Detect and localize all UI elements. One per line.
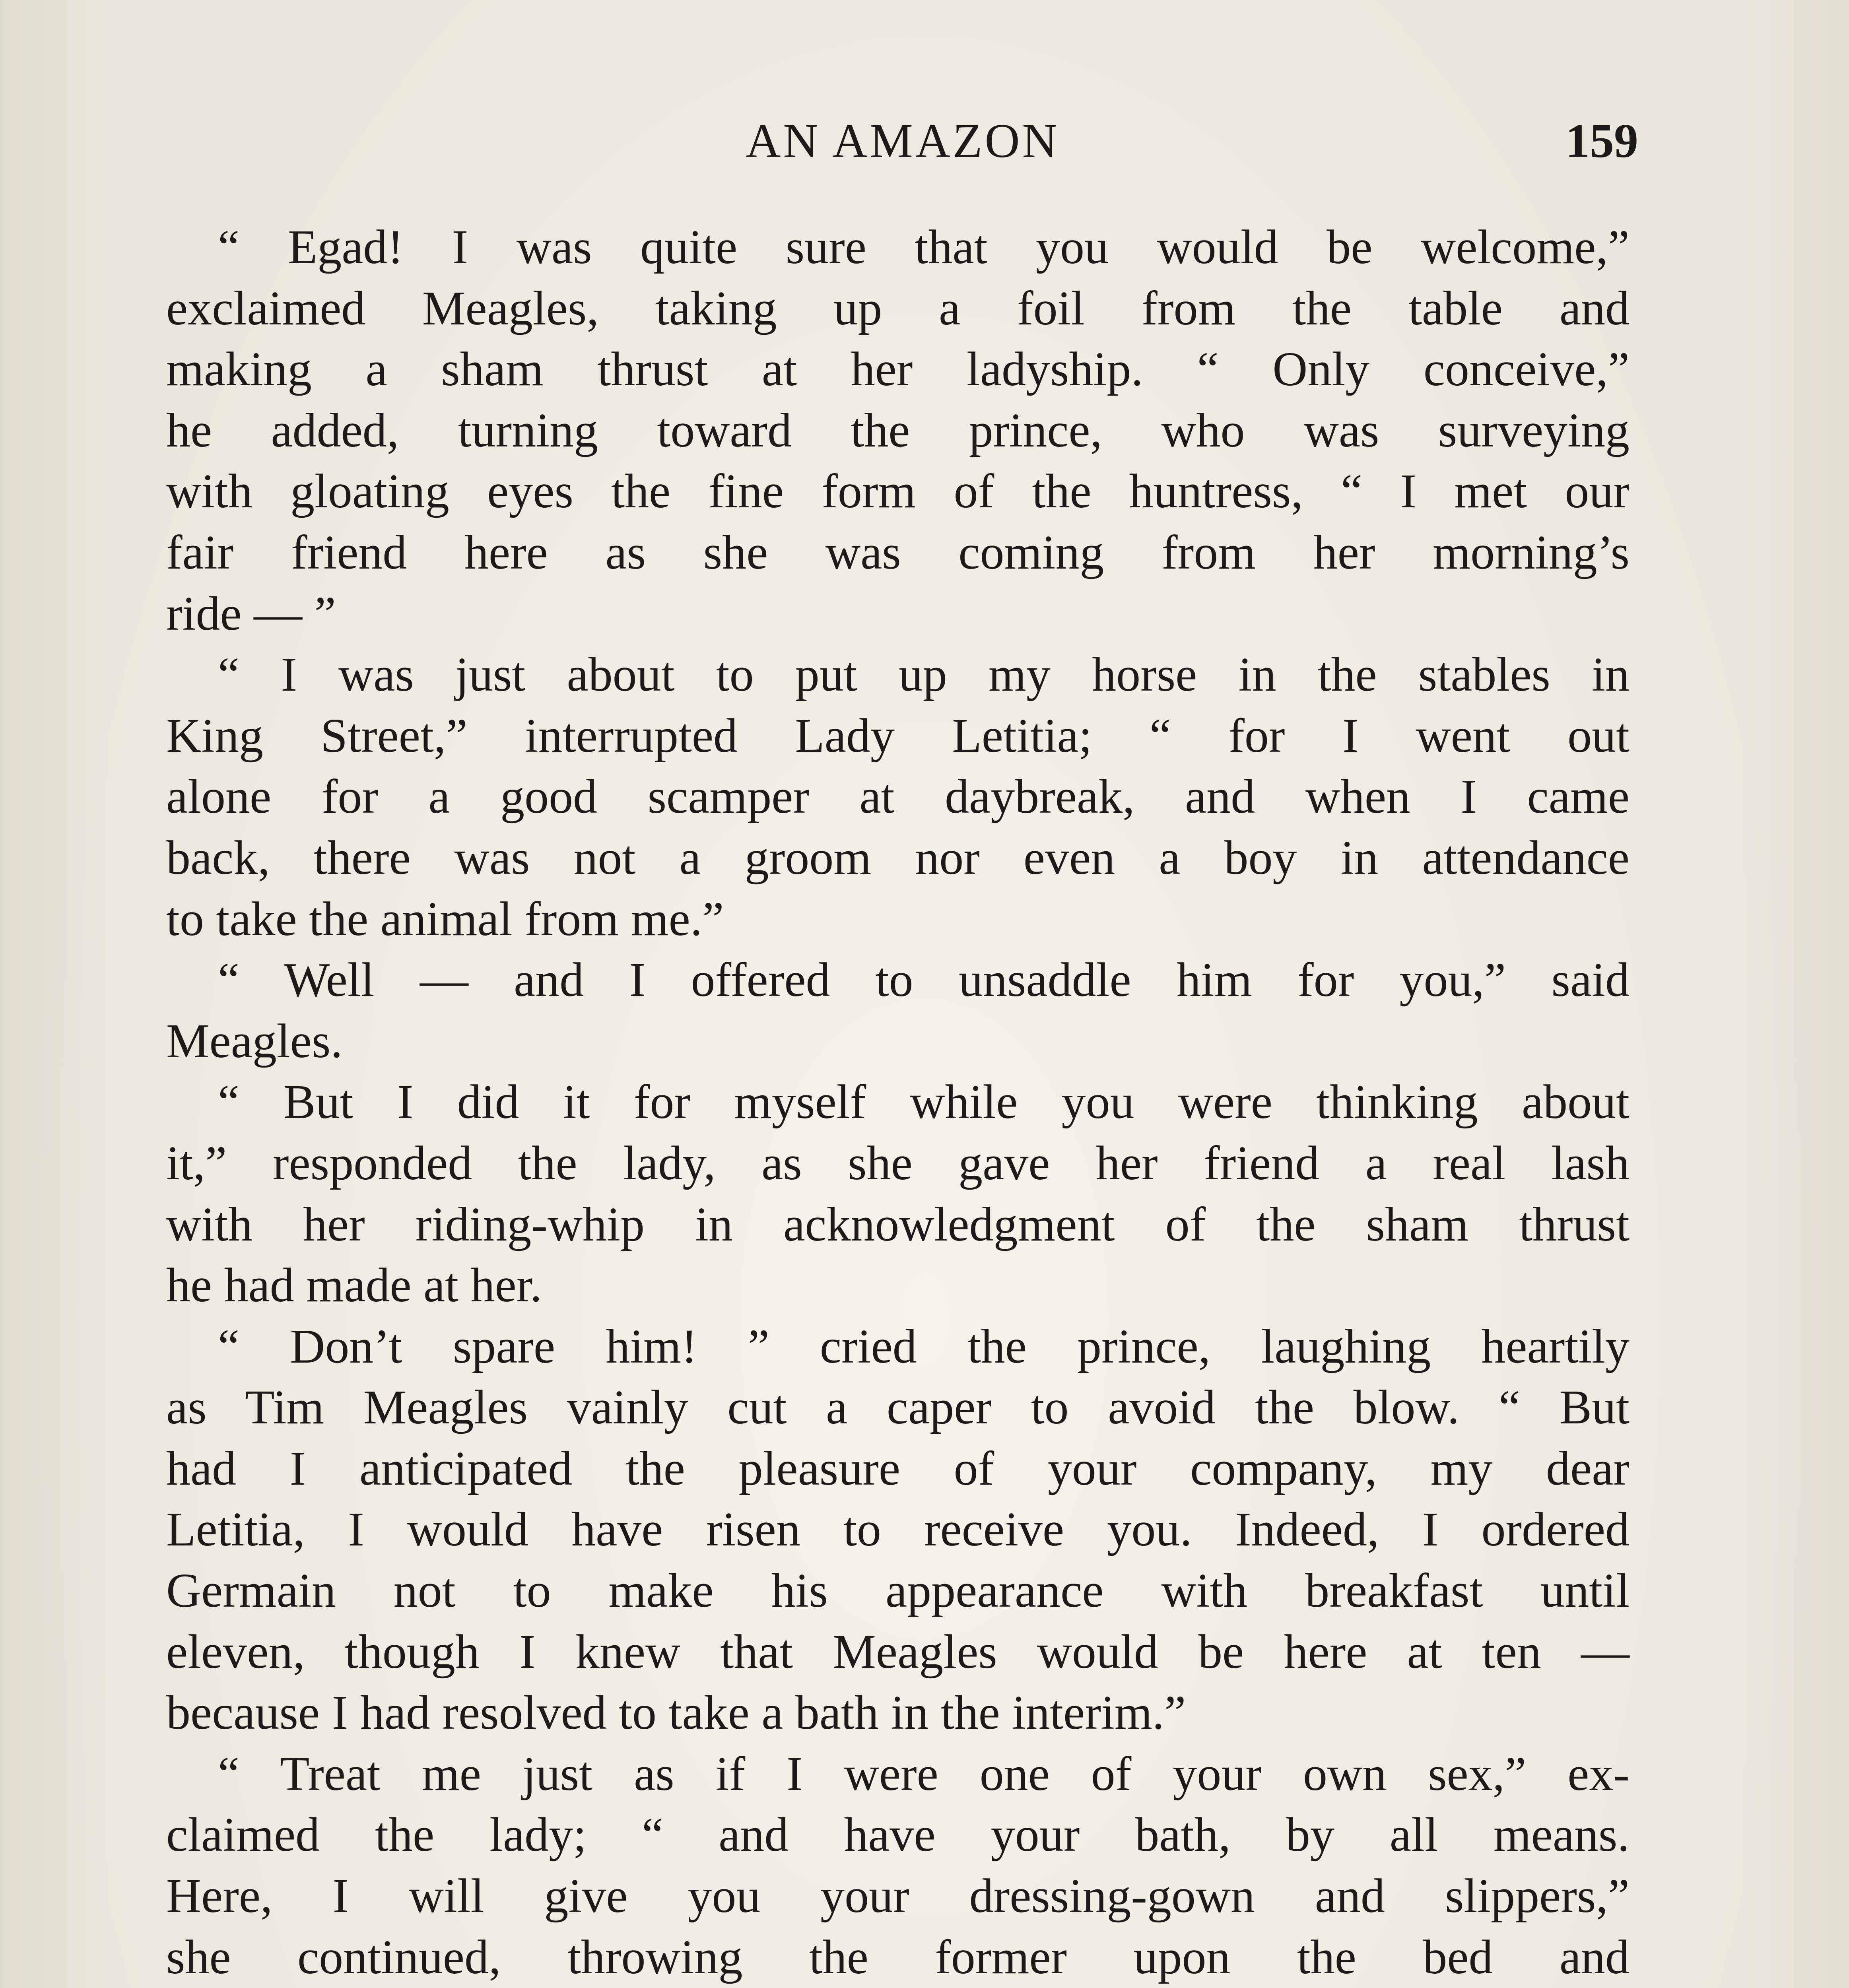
text-line: to take the animal from me.” bbox=[166, 892, 724, 946]
text-line: because I had resolved to take a bath in the interim.” bbox=[166, 1686, 1186, 1740]
text-line: exclaimed Meagles, taking up a foil from the table and bbox=[166, 281, 1630, 335]
text-line: King Street,” interrupted Lady Letitia; “ for I went out bbox=[166, 709, 1630, 763]
text-line: back, there was not a groom nor even a boy in attendance bbox=[166, 831, 1630, 885]
text-line: “ Well — and I offered to unsaddle him for you,” said bbox=[218, 953, 1630, 1007]
text-line: “ Egad! I was quite sure that you would be welcome,” bbox=[218, 220, 1630, 274]
text-line: with gloating eyes the fine form of the huntress, “ I met our bbox=[166, 464, 1630, 518]
text-line: fair friend here as she was coming from her morning’s bbox=[166, 525, 1630, 579]
text-line: eleven, though I knew that Meagles would be here at ten — bbox=[166, 1625, 1630, 1679]
text-line: ride — ” bbox=[166, 586, 336, 641]
text-line: with her riding-whip in acknowledgment of the sham thrust bbox=[166, 1197, 1630, 1251]
text-line: “ Treat me just as if I were one of your own sex,” ex- bbox=[218, 1747, 1630, 1801]
body-text bbox=[166, 217, 1630, 1988]
text-line: “ Don’t spare him! ” cried the prince, laughing heartily bbox=[218, 1319, 1630, 1373]
running-title: AN AMAZON bbox=[746, 114, 1060, 168]
text-line: Meagles. bbox=[166, 1014, 343, 1068]
text-line: he added, turning toward the prince, who was surveying bbox=[166, 403, 1630, 457]
text-line: making a sham thrust at her ladyship. “ Only conceive,” bbox=[166, 342, 1630, 396]
running-head bbox=[167, 109, 1638, 173]
text-line: he had made at her. bbox=[166, 1258, 542, 1312]
text-line: claimed the lady; “ and have your bath, by all means. bbox=[166, 1808, 1630, 1862]
text-line: had I anticipated the pleasure of your company, my dear bbox=[166, 1441, 1630, 1495]
text-line: alone for a good scamper at daybreak, and when I came bbox=[166, 770, 1630, 824]
text-line: Letitia, I would have risen to receive you. Indeed, I ordered bbox=[166, 1503, 1630, 1557]
text-line: “ But I did it for myself while you were thinking about bbox=[218, 1075, 1630, 1129]
page-number: 159 bbox=[1565, 114, 1638, 168]
text-line: Germain not to make his appearance with breakfast until bbox=[166, 1564, 1630, 1618]
text-line: “ I was just about to put up my horse in the stables in bbox=[218, 648, 1630, 702]
text-line: it,” responded the lady, as she gave her friend a real lash bbox=[166, 1136, 1630, 1190]
text-line: as Tim Meagles vainly cut a caper to avoid the blow. “ But bbox=[166, 1380, 1630, 1435]
text-line: Here, I will give you your dressing-gown and slippers,” bbox=[166, 1869, 1630, 1923]
text-line: she continued, throwing the former upon the bed and bbox=[166, 1930, 1630, 1984]
